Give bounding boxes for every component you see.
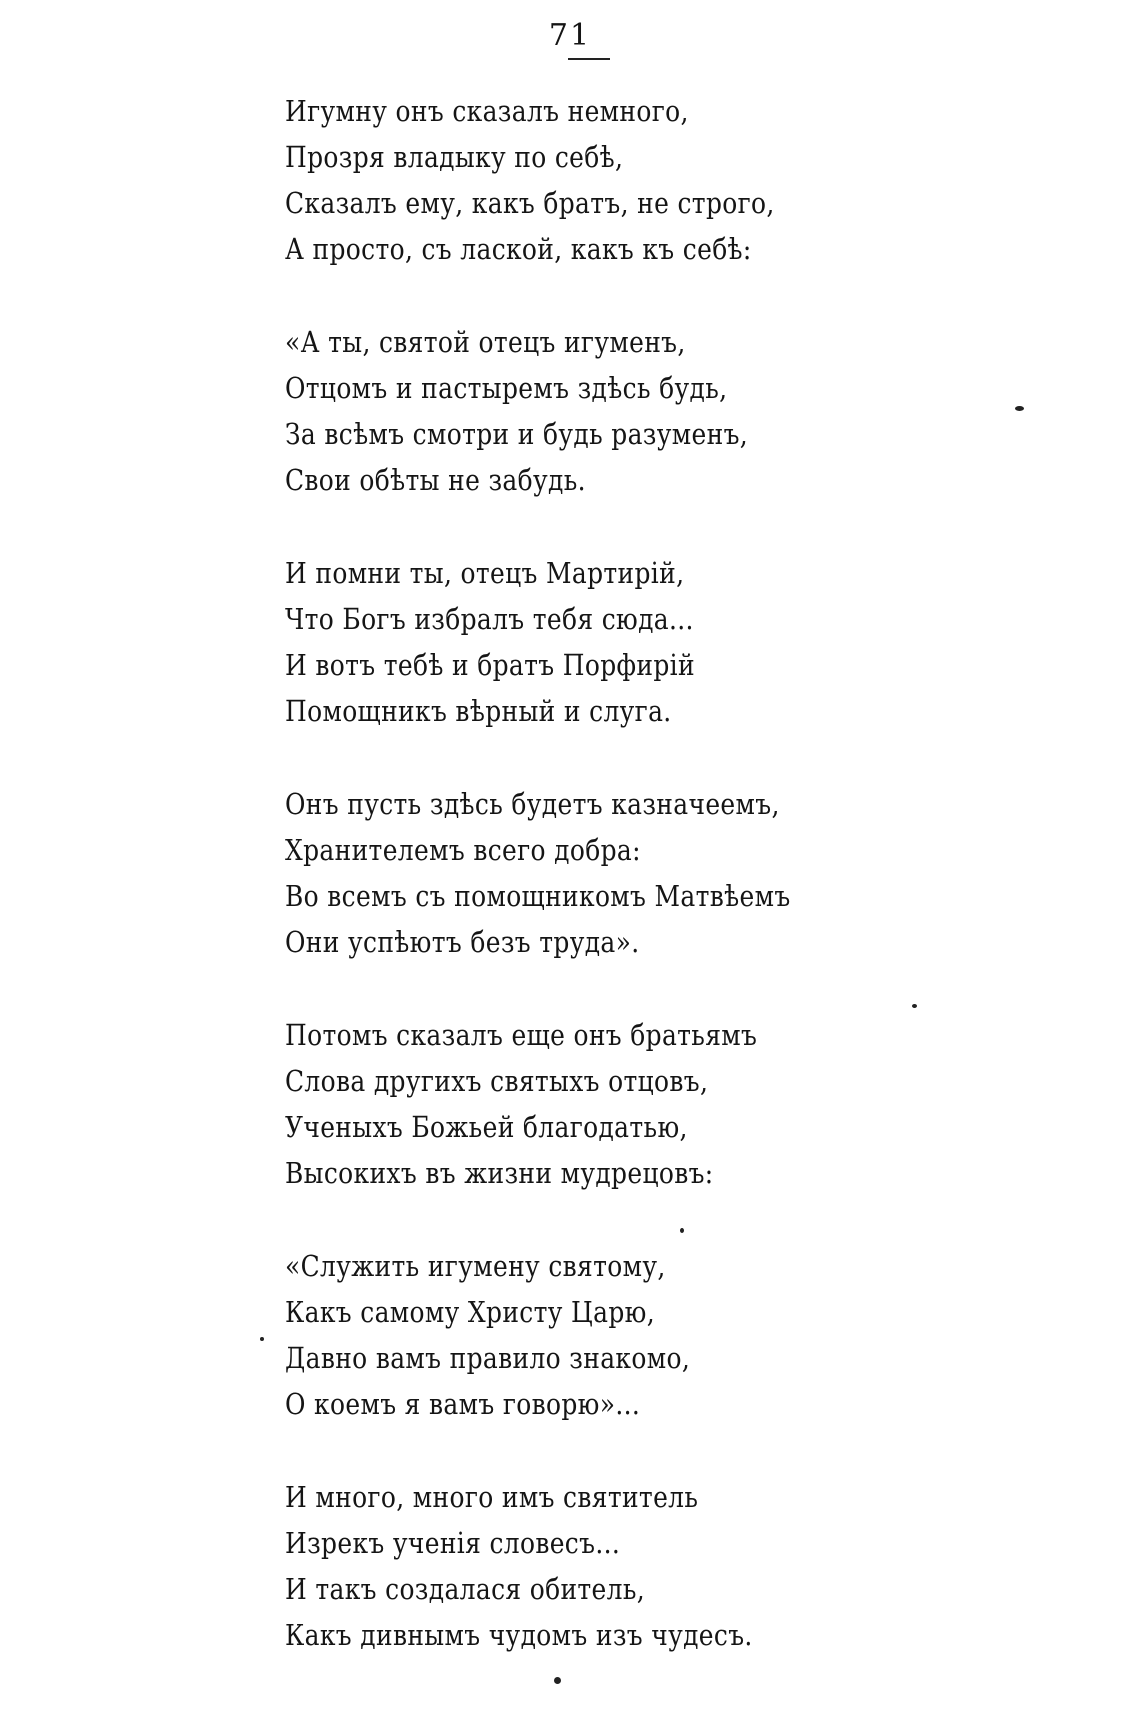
poem-line: И много, много имъ святитель [285,1480,699,1514]
stanza-2 [285,319,1105,503]
poem-line: Какъ дивнымъ чудомъ изъ чудесъ. [285,1618,753,1652]
poem-line: Отцомъ и пастыремъ здѣсь будь, [285,371,728,405]
poem-line: Во всемъ съ помощникомъ Матвѣемъ [285,879,791,913]
poem-line: Потомъ сказалъ еще онъ братьямъ [285,1018,758,1052]
poem-line: За всѣмъ смотри и будь разуменъ, [285,417,749,451]
page-number-rule [568,58,610,60]
stanza-5 [285,1012,1105,1196]
scan-speck [554,1677,561,1684]
poem-line: Высокихъ въ жизни мудрецовъ: [285,1156,714,1190]
page-number: 71 [548,18,592,53]
poem-line: Свои обѣты не забудь. [285,463,586,497]
poem-line: Давно вамъ правило знакомо, [285,1341,691,1375]
poem-line: Прозря владыку по себѣ, [285,140,624,174]
scan-speck [260,1337,264,1341]
poem-line: И вотъ тебѣ и братъ Порфирій [285,648,695,682]
stanza-4 [285,781,1105,965]
stanza-1 [285,88,1105,272]
poem-line: Изрекъ ученія словесъ... [285,1526,621,1560]
poem-line: «Служить игумену святому, [285,1249,666,1283]
scan-speck [912,1004,917,1008]
poem [285,88,1105,1705]
poem-line: И такъ создалася обитель, [285,1572,646,1606]
poem-line: Какъ самому Христу Царю, [285,1295,656,1329]
poem-line: Ученыхъ Божьей благодатью, [285,1110,688,1144]
scan-speck [1015,406,1024,411]
poem-line: А просто, съ лаской, какъ къ себѣ: [285,232,752,266]
poem-line: И помни ты, отецъ Мартирій, [285,556,685,590]
poem-line: Что Богъ избралъ тебя сюда... [285,602,694,636]
poem-line: Они успѣютъ безъ труда». [285,925,640,959]
stanza-6 [285,1243,1105,1427]
poem-line: Игумну онъ сказалъ немного, [285,94,689,128]
poem-line: Помощникъ вѣрный и слуга. [285,694,672,728]
stanza-7 [285,1474,1105,1658]
poem-line: Сказалъ ему, какъ братъ, не строго, [285,186,775,220]
poem-line: О коемъ я вамъ говорю»... [285,1387,641,1421]
stanza-3 [285,550,1105,734]
poem-line: Хранителемъ всего добра: [285,833,641,867]
poem-line: Слова другихъ святыхъ отцовъ, [285,1064,709,1098]
poem-line: «А ты, святой отецъ игуменъ, [285,325,686,359]
scan-speck [680,1228,684,1233]
poem-line: Онъ пусть здѣсь будетъ казначеемъ, [285,787,780,821]
